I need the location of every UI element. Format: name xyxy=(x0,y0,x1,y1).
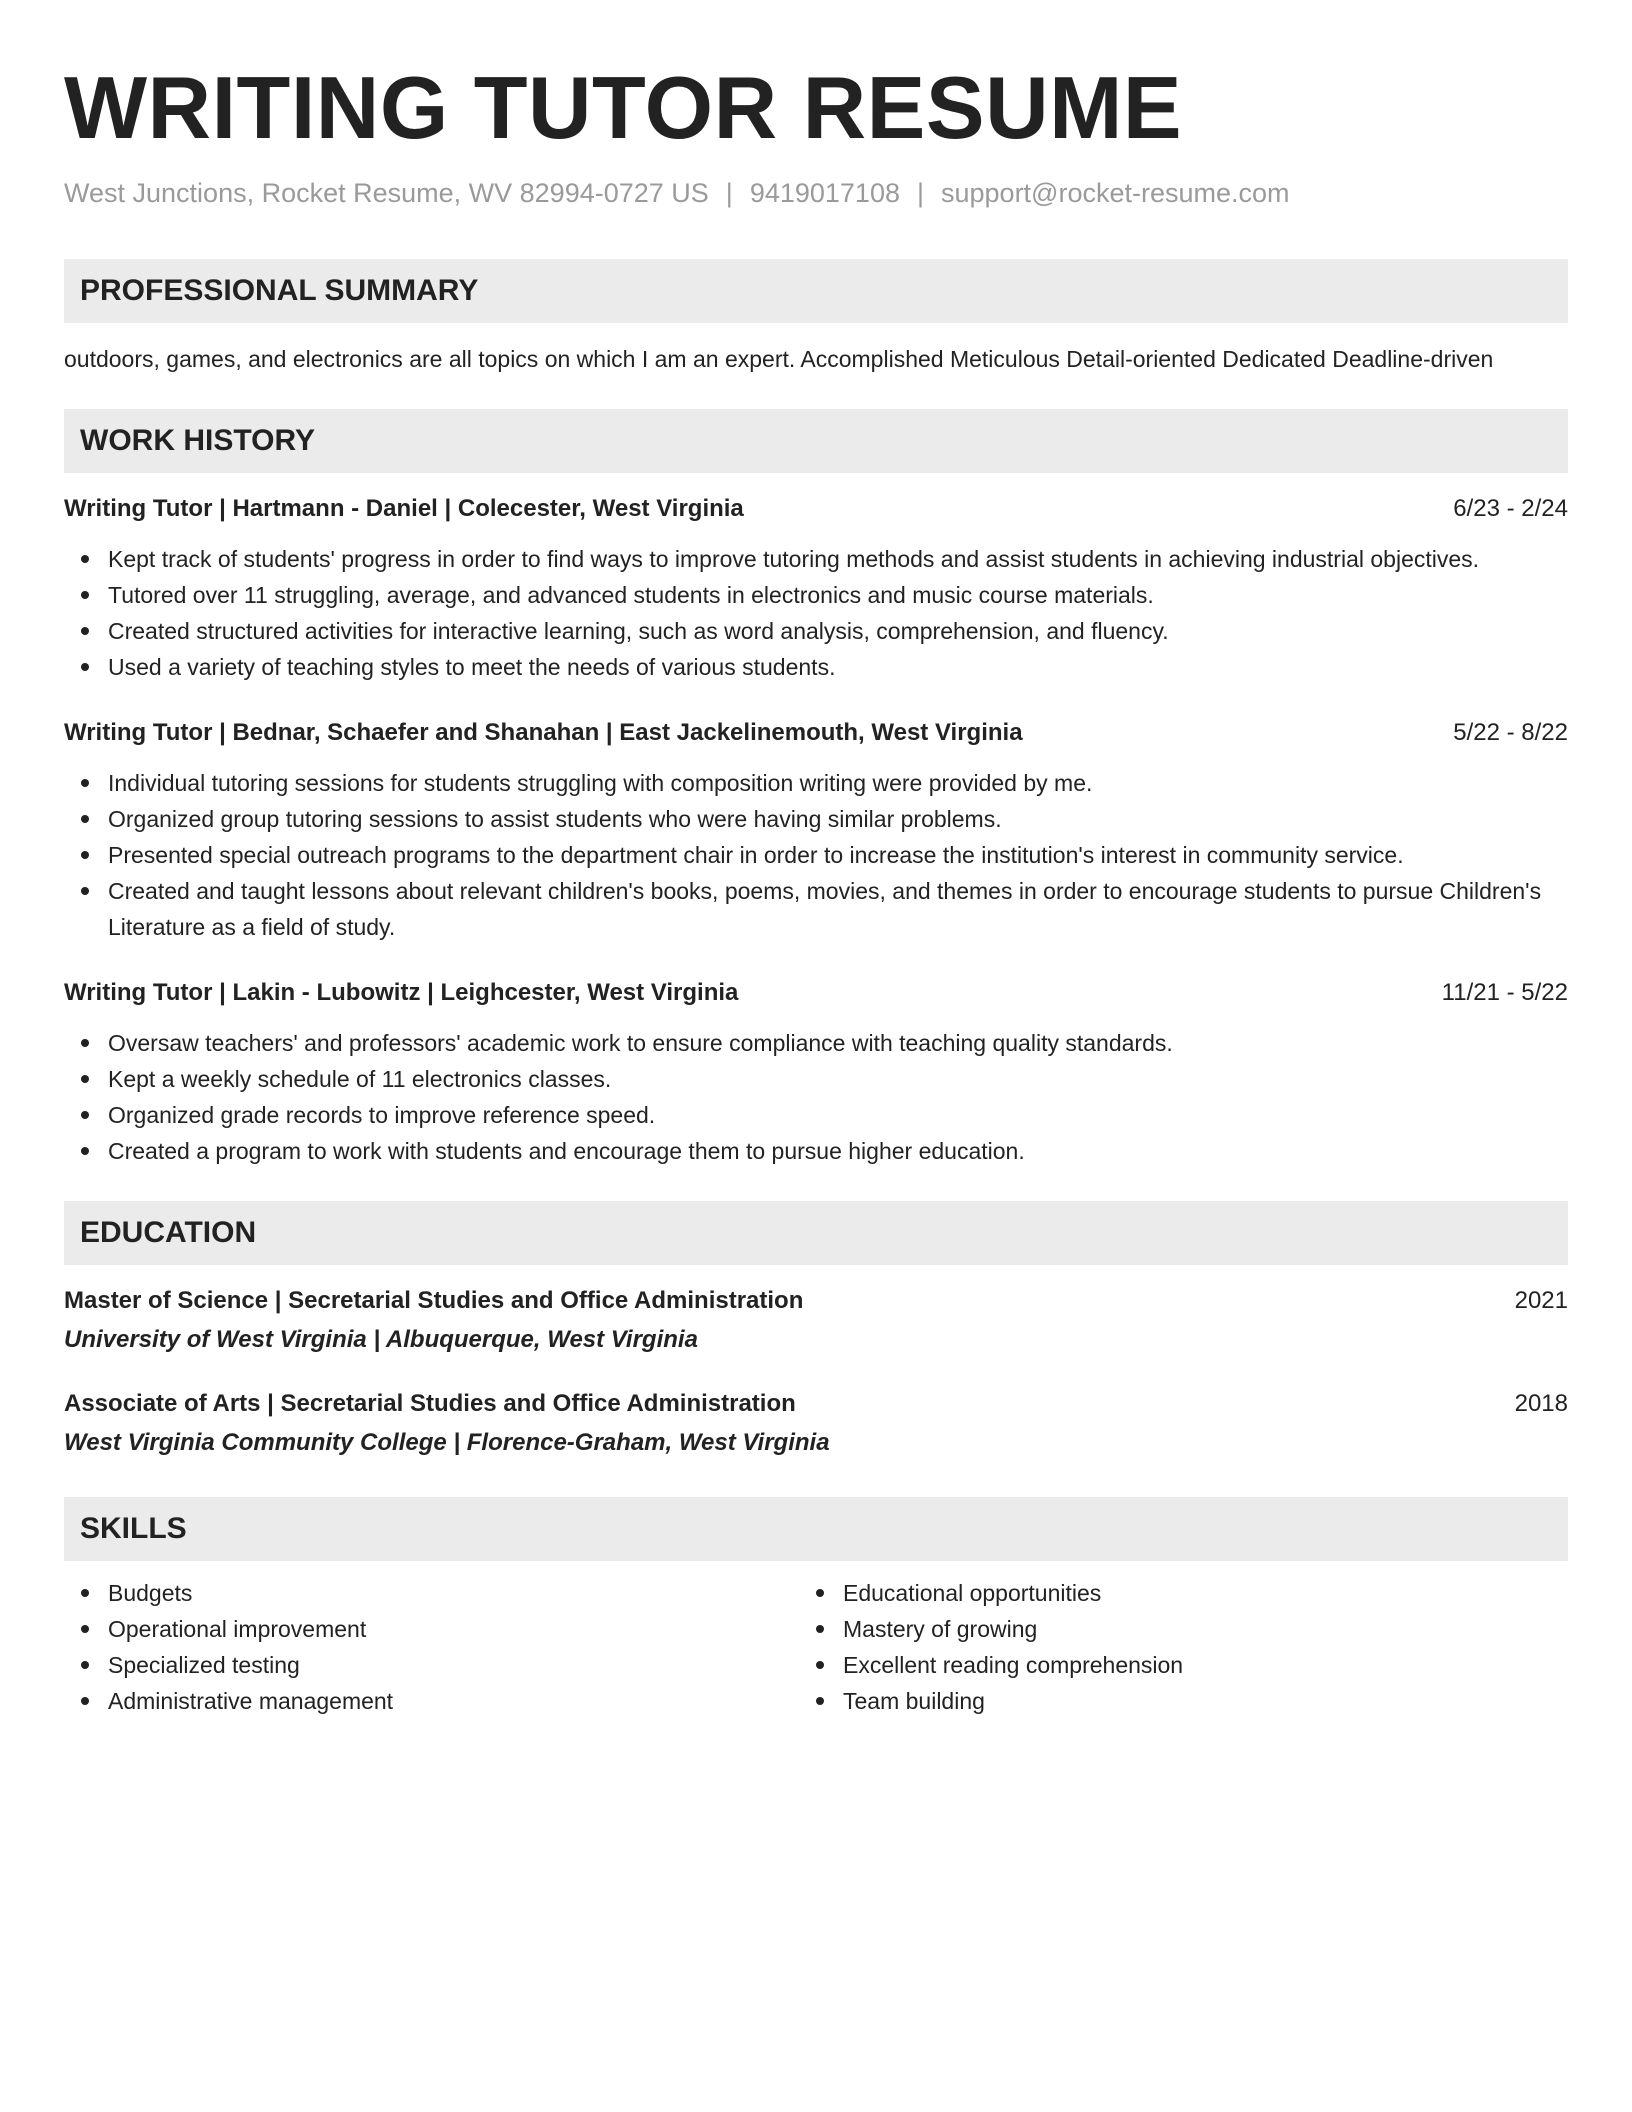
job-bullet: Kept track of students' progress in order to find ways to improve tutoring methods and assist students in achieving industrial objectives. xyxy=(64,541,1568,577)
job-bullet: Individual tutoring sessions for students struggling with composition writing were provided by me. xyxy=(64,765,1568,801)
job-bullet: Kept a weekly schedule of 11 electronics classes. xyxy=(64,1061,1568,1097)
job-entry xyxy=(64,715,1568,945)
job-heading: Writing Tutor | Lakin - Lubowitz | Leighcester, West Virginia xyxy=(64,979,739,1006)
skill-item: Administrative management xyxy=(64,1683,799,1719)
education-entry xyxy=(64,1386,1568,1461)
contact-address: West Junctions, Rocket Resume, WV 82994-0727 US xyxy=(64,178,709,208)
degree-heading: Associate of Arts | Secretarial Studies and Office Administration xyxy=(64,1390,796,1417)
job-bullet-list xyxy=(64,765,1568,945)
job-bullet: Used a variety of teaching styles to meet the needs of various students. xyxy=(64,649,1568,685)
job-bullet: Oversaw teachers' and professors' academic work to ensure compliance with teaching quality standards. xyxy=(64,1025,1568,1061)
job-entry xyxy=(64,491,1568,685)
job-heading: Writing Tutor | Hartmann - Daniel | Colecester, West Virginia xyxy=(64,495,744,522)
skills-column-right xyxy=(799,1575,1568,1719)
work-history-section-header: WORK HISTORY xyxy=(64,409,1568,473)
skills-section-header: SKILLS xyxy=(64,1497,1568,1561)
summary-section-header: PROFESSIONAL SUMMARY xyxy=(64,259,1568,323)
skill-item: Specialized testing xyxy=(64,1647,799,1683)
skill-item: Mastery of growing xyxy=(799,1611,1568,1647)
education-section-header: EDUCATION xyxy=(64,1201,1568,1265)
skills-list xyxy=(64,1575,1568,1719)
school-name: West Virginia Community College | Florence-Graham, West Virginia xyxy=(64,1429,830,1456)
job-bullet: Created a program to work with students and encourage them to pursue higher education. xyxy=(64,1133,1568,1169)
contact-separator: | xyxy=(725,178,733,208)
job-bullet: Organized group tutoring sessions to assist students who were having similar problems. xyxy=(64,801,1568,837)
contact-phone: 9419017108 xyxy=(749,178,900,208)
education-entry xyxy=(64,1283,1568,1358)
job-heading: Writing Tutor | Bednar, Schaefer and Shanahan | East Jackelinemouth, West Virginia xyxy=(64,719,1023,746)
graduation-year: 2021 xyxy=(1514,1287,1568,1314)
job-bullet-list xyxy=(64,1025,1568,1169)
summary-text: outdoors, games, and electronics are all topics on which I am an expert. Accomplished Meticulous Detail-oriented Dedicated Deadline-driven xyxy=(64,346,1494,372)
job-bullet: Created structured activities for interactive learning, such as word analysis, comprehension, and fluency. xyxy=(64,613,1568,649)
job-bullet: Organized grade records to improve reference speed. xyxy=(64,1097,1568,1133)
skill-item: Educational opportunities xyxy=(799,1575,1568,1611)
contact-line xyxy=(64,176,1568,210)
skill-item: Excellent reading comprehension xyxy=(799,1647,1568,1683)
school-name: University of West Virginia | Albuquerque, West Virginia xyxy=(64,1326,698,1353)
graduation-year: 2018 xyxy=(1514,1390,1568,1417)
job-bullet-list xyxy=(64,541,1568,685)
job-bullet: Created and taught lessons about relevant children's books, poems, movies, and themes in order to encourage students to pursue Children's Literature as a field of study. xyxy=(64,873,1568,945)
job-dates: 6/23 - 2/24 xyxy=(1453,495,1568,522)
skill-item: Team building xyxy=(799,1683,1568,1719)
resume-title: WRITING TUTOR RESUME xyxy=(64,58,1183,157)
job-bullet: Presented special outreach programs to the department chair in order to increase the institution's interest in community service. xyxy=(64,837,1568,873)
job-dates: 11/21 - 5/22 xyxy=(1441,979,1568,1006)
job-entry xyxy=(64,975,1568,1169)
degree-heading: Master of Science | Secretarial Studies and Office Administration xyxy=(64,1287,804,1314)
skill-item: Operational improvement xyxy=(64,1611,799,1647)
contact-email: support@rocket-resume.com xyxy=(941,178,1290,208)
job-dates: 5/22 - 8/22 xyxy=(1453,719,1568,746)
skill-item: Budgets xyxy=(64,1575,799,1611)
skills-column-left xyxy=(64,1575,799,1719)
contact-separator: | xyxy=(916,178,924,208)
job-bullet: Tutored over 11 struggling, average, and advanced students in electronics and music course materials. xyxy=(64,577,1568,613)
